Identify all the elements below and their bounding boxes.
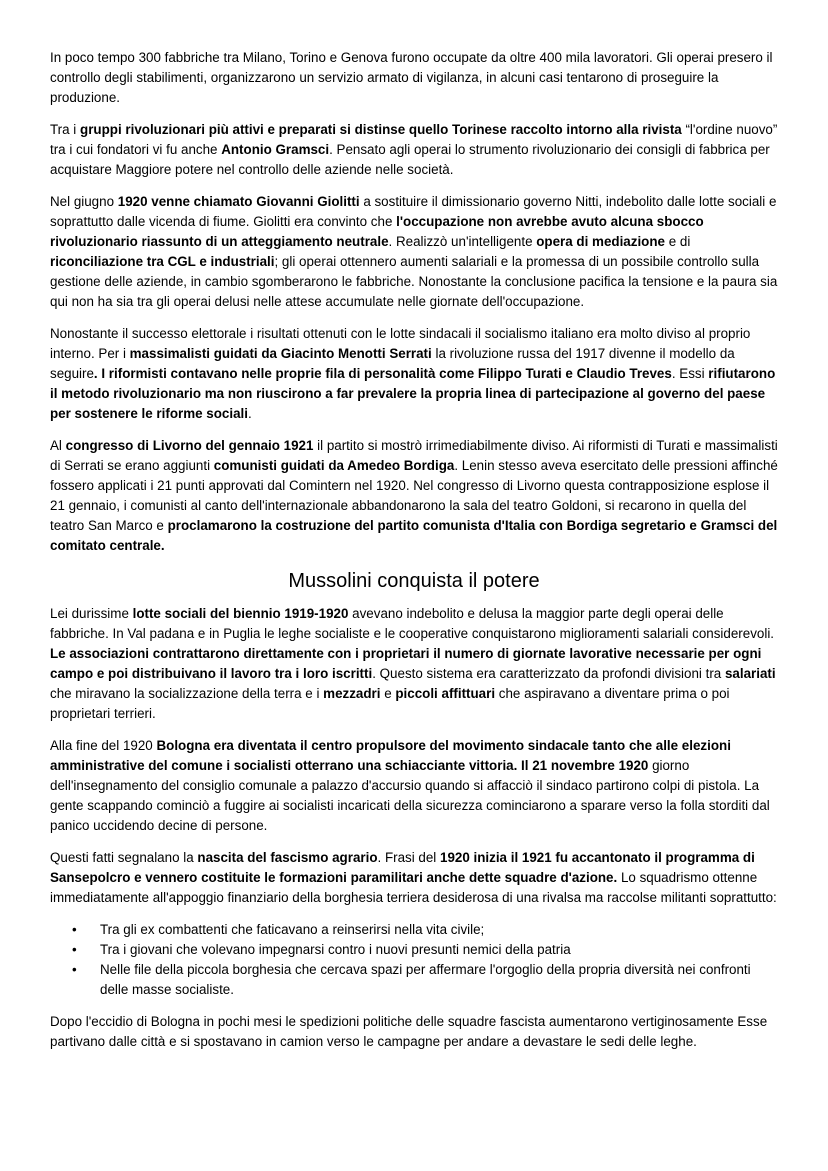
text-run: In poco tempo 300 fabbriche tra Milano, Torino e Genova furono occupate da oltre 400 mila lavoratori. Gli operai presero il controllo degli stabilimenti, organizzarono un servizio armato di vigilanza, in alcuni casi tentarono di proseguire la produzione. — [50, 50, 773, 105]
section-after — [50, 604, 778, 908]
text-run: . Questo sistema era caratterizzato da profondi divisioni tra — [372, 666, 725, 681]
intro-paragraph-1 — [50, 48, 778, 108]
text-run: Alla fine del 1920 — [50, 738, 157, 753]
text-run: Lei durissime — [50, 606, 133, 621]
section-before — [50, 48, 778, 556]
text-run: . — [247, 406, 252, 421]
text-run: che aspiravano a diventare prima o poi proprietari terrieri. — [50, 686, 730, 721]
bold-text: riconciliazione tra CGL e industriali — [50, 254, 275, 269]
text-run: ; gli operai ottennero aumenti salariali e la promessa di un possibile controllo sulla gestione delle aziende, in cambio sgomberarono le fabbriche. Nonostante la conclusione pacifica la tensione e la paura sia qui non ha sia tra gli operai delusi nelle attese accumulate nelle giornate dell'occupazione. — [50, 254, 778, 309]
bold-text: l'occupazione non avrebbe avuto alcuna sbocco rivoluzionario riassunto di un atteggiamento neutrale — [50, 214, 704, 249]
text-run: Lo squadrismo ottenne immediatamente all'appoggio finanziario della borghesia terriera desiderosa di una rivalsa ma raccolse militanti soprattutto: — [50, 870, 777, 905]
final-paragraph: Dopo l'eccidio di Bologna in pochi mesi le spedizioni politiche delle squadre fascista aumentarono vertiginosamente Esse partivano dalle città e si spostavano in camion verso le campagne per andare a devastare le sedi delle leghe. — [50, 1014, 768, 1049]
intro-paragraph-3 — [50, 192, 778, 312]
text-run: . Pensato agli operai lo strumento rivoluzionario dei consigli di fabbrica per acquistare Maggiore potere nel controllo delle aziende nelle società. — [50, 142, 770, 177]
bullet-icon: • — [72, 962, 77, 977]
text-run: e — [380, 686, 396, 701]
text-run: il partito si mostrò irrimediabilmente diviso. Ai riformisti di Turati e massimalisti di Serrati se erano aggiunti — [50, 438, 778, 473]
bullet-icon: • — [72, 922, 77, 937]
text-run: Nonostante il successo elettorale i risultati ottenuti con le lotte sindacali il socialismo italiano era molto diviso al proprio interno. Per i — [50, 326, 751, 361]
section-paragraph-3 — [50, 848, 778, 908]
bullet-text: Nelle file della piccola borghesia che cercava spazi per affermare l'orgoglio della propria diversità nei confronti delle masse socialiste. — [100, 962, 751, 997]
bullet-item — [50, 940, 778, 960]
section-title: Mussolini conquista il potere — [288, 570, 540, 592]
bold-text: proclamarono la costruzione del partito comunista d'Italia con Bordiga segretario e Gramsci del comitato centrale. — [50, 518, 778, 553]
bold-text: nascita del fascismo agrario — [197, 850, 378, 865]
bold-text: mezzadri — [323, 686, 381, 701]
document-page — [50, 48, 778, 1064]
section-paragraph-2 — [50, 736, 778, 836]
bold-text: comunisti guidati da Amedeo Bordiga — [213, 458, 455, 473]
bold-text: . I riformisti contavano nelle proprie fila di personalità come Filippo Turati e Claudio Treves — [93, 366, 672, 381]
text-run: e di — [664, 234, 691, 249]
bold-text: salariati — [724, 666, 776, 681]
bold-text: Bologna era diventata il centro propulsore del movimento sindacale tanto che alle elezioni amministrative del comune i socialisti otterrano una schiacciante vittoria. Il 21 novembre 1920 — [50, 738, 731, 773]
text-run: . Frasi del — [377, 850, 441, 865]
bold-text: 1920 venne chiamato Giovanni Giolitti — [117, 194, 360, 209]
text-run: Questi fatti segnalano la — [50, 850, 198, 865]
bullet-icon: • — [72, 942, 77, 957]
intro-paragraph-4 — [50, 324, 778, 424]
bold-text: lotte sociali del biennio 1919-1920 — [132, 606, 349, 621]
bullet-text: Tra gli ex combattenti che faticavano a reinserirsi nella vita civile; — [100, 922, 485, 937]
bullet-item — [50, 960, 778, 1000]
text-run: . Realizzò un'intelligente — [388, 234, 537, 249]
bold-text: Antonio Gramsci — [221, 142, 330, 157]
text-run: . Essi — [671, 366, 709, 381]
text-run: giorno dell'insegnamento del consiglio comunale a palazzo d'accursio quando si affacciò il sindaco partirono colpi di pistola. La gente scappando cominciò a fuggire ai socialisti incaricati della sicurezza cominciarono a sparare verso la folla storditi dal panico uccidendo decine di persone. — [50, 758, 770, 833]
text-run: a sostituire il dimissionario governo Nitti, indebolito dalle lotte sociali e soprattutto dalle vicenda di fiume. Giolitti era convinto che — [50, 194, 777, 229]
text-run: Tra i — [50, 122, 81, 137]
bold-text: opera di mediazione — [536, 234, 665, 249]
text-run: Al — [50, 438, 66, 453]
section-paragraph-1 — [50, 604, 778, 724]
text-run: “l'ordine nuovo” tra i cui fondatori vi fu anche — [50, 122, 778, 157]
bold-text: Le associazioni contrattarono direttamente con i proprietari il numero di giornate lavorative necessarie per ogni campo e poi distribuivano il lavoro tra i loro iscritti — [50, 646, 762, 681]
bold-text: 1920 inizia il 1921 fu accantonato il programma di Sansepolcro e vennero costituite le formazioni paramilitari anche dette squadre d'azione. — [50, 850, 755, 885]
intro-paragraph-5 — [50, 436, 778, 556]
bold-text: gruppi rivoluzionari più attivi e preparati si distinse quello Torinese raccolto intorno alla rivista — [80, 122, 682, 137]
bold-text: congresso di Livorno del gennaio 1921 — [65, 438, 314, 453]
text-run: la rivoluzione russa del 1917 divenne il modello da seguire — [50, 346, 735, 381]
bullet-text: Tra i giovani che volevano impegnarsi contro i nuovi presunti nemici della patria — [100, 942, 571, 957]
text-run: avevano indebolito e delusa la maggior parte degli operai delle fabbriche. In Val padana e in Puglia le leghe socialiste e le cooperative conquistarono miglioramenti salariali considerevoli. — [50, 606, 775, 641]
bullet-item — [50, 920, 778, 940]
bold-text: rifiutarono il metodo rivoluzionario ma non riuscirono a far prevalere la propria linea di partecipazione al governo del paese per sostenere le riforme sociali — [50, 366, 776, 421]
bold-text: piccoli affittuari — [395, 686, 496, 701]
text-run: . Lenin stesso aveva esercitato delle pressioni affinché fossero applicati i 21 punti approvati dal Comintern nel 1920. Nel congresso di Livorno questa contrapposizione esplose il 21 gennaio, i comunisti al canto dell'internazionale abbandonarono la sala del teatro Goldoni, si recarono in quella del teatro San Marco e — [50, 458, 778, 533]
text-run: che miravano la socializzazione della terra e i — [50, 686, 324, 701]
intro-paragraph-2 — [50, 120, 778, 180]
bullet-list — [50, 920, 778, 1000]
bold-text: massimalisti guidati da Giacinto Menotti Serrati — [129, 346, 432, 361]
text-run: Nel giugno — [50, 194, 118, 209]
